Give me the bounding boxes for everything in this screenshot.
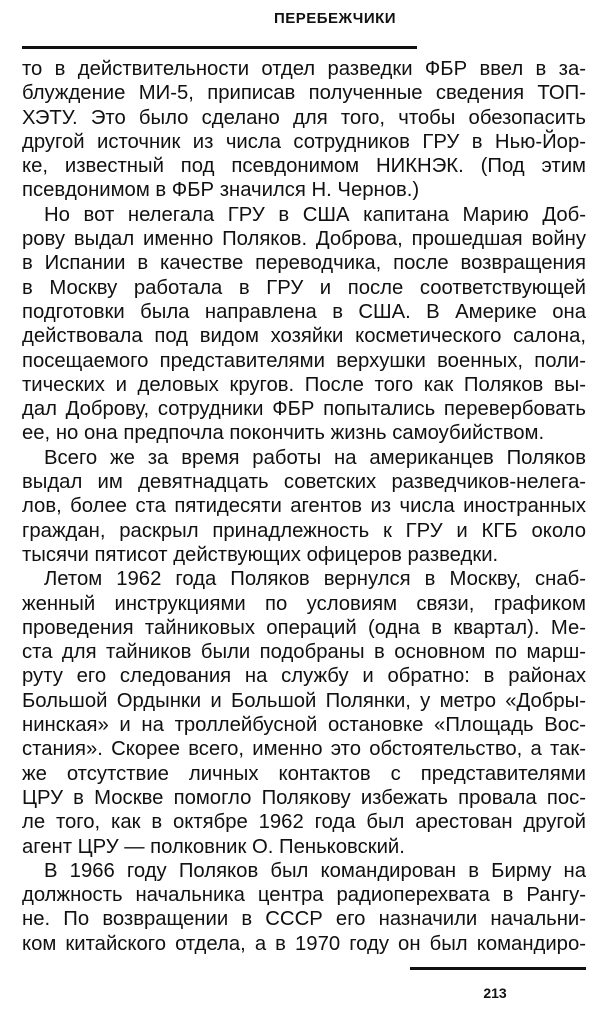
text-line: агент ЦРУ — полковник О. Пеньковский. (22, 835, 405, 858)
text-line: блуждение МИ-5, приписав полученные сведения ТОП- (22, 82, 586, 105)
text-line: рову выдал именно Поляков. Доброва, прошедшая войну (22, 228, 586, 251)
text-line: ЦРУ в Москве помогло Полякову избежать провала пос- (22, 786, 586, 809)
text-line: проведения тайниковых операций (одна в квартал). Ме- (22, 616, 586, 639)
page-number: 213 (483, 985, 507, 1001)
text-line: в Москву работала в ГРУ и после соответствующей (22, 276, 586, 299)
text-line: руту его следования на службу и обратно: в районах (22, 665, 586, 688)
header-rule (22, 46, 417, 49)
text-line: тических и деловых кругов. После того как Поляков вы- (22, 373, 586, 396)
text-line: другой источник из числа сотрудников ГРУ в Нью-Йор- (22, 130, 586, 153)
text-line: не. По возвращении в СССР его назначили начальни- (22, 908, 586, 931)
paragraph (22, 567, 586, 859)
text-line: ле того, как в октябре 1962 года был арестован другой (22, 811, 586, 834)
text-line: Всего же за время работы на американцев Поляков (44, 446, 586, 469)
text-line: стания». Скорее всего, именно это обстоятельство, а так- (22, 738, 586, 761)
text-line: выдал им девятнадцать советских разведчиков-нелега- (22, 471, 586, 494)
text-line: псевдонимом в ФБР значился Н. Чернов.) (22, 179, 420, 202)
text-line: Летом 1962 года Поляков вернулся в Москву, снаб- (44, 568, 586, 591)
text-line: дал Доброву, сотрудники ФБР попытались перевербовать (22, 398, 586, 421)
text-line: же отсутствие личных контактов с представителями (22, 762, 586, 785)
text-line: ке, известный под псевдонимом НИКНЭК. (Под этим (22, 155, 586, 178)
text-line: лов, более ста пятидесяти агентов из числа иностранных (22, 495, 586, 518)
text-line: в Испании в качестве переводчика, после возвращения (22, 252, 586, 275)
paragraph (22, 57, 586, 203)
text-line: подготовки была направлена в США. В Америке она (22, 300, 586, 323)
text-line: ста для тайников были подобраны в основном по марш- (22, 641, 586, 664)
text-line: женный инструкциями по условиям связи, графиком (22, 592, 586, 615)
text-line: должность начальника центра радиоперехвата в Рангу- (22, 884, 586, 907)
text-line: Большой Ордынки и Большой Полянки, у метро «Добры- (22, 689, 586, 712)
text-line: посещаемого представителями верхушки военных, поли- (22, 349, 586, 372)
paragraph (22, 203, 586, 446)
footer-rule (410, 967, 586, 970)
text-line: то в действительности отдел разведки ФБР ввел в за- (22, 58, 586, 80)
paragraph (22, 859, 586, 956)
body-text (22, 57, 586, 956)
paragraph (22, 446, 586, 567)
text-line: ХЭТУ. Это было сделано для того, чтобы обезопасить (22, 106, 586, 129)
text-line: Но вот нелегала ГРУ в США капитана Марию Доб- (44, 203, 586, 226)
running-title: ПЕРЕБЕЖЧИКИ (273, 10, 397, 27)
text-line: нинская» и на троллейбусной остановке «Площадь Вос- (22, 714, 586, 737)
text-line: действовала под видом хозяйки косметического салона, (22, 325, 586, 348)
text-line: граждан, раскрыл принадлежность к ГРУ и КГБ около (22, 519, 586, 542)
text-line: ее, но она предпочла покончить жизнь самоубийством. (22, 422, 545, 445)
text-line: ком китайского отдела, а в 1970 году он был командиро- (22, 932, 586, 955)
text-line: В 1966 году Поляков был командирован в Бирму на (44, 859, 586, 882)
text-line: тысячи пятисот действующих офицеров разведки. (22, 543, 499, 566)
